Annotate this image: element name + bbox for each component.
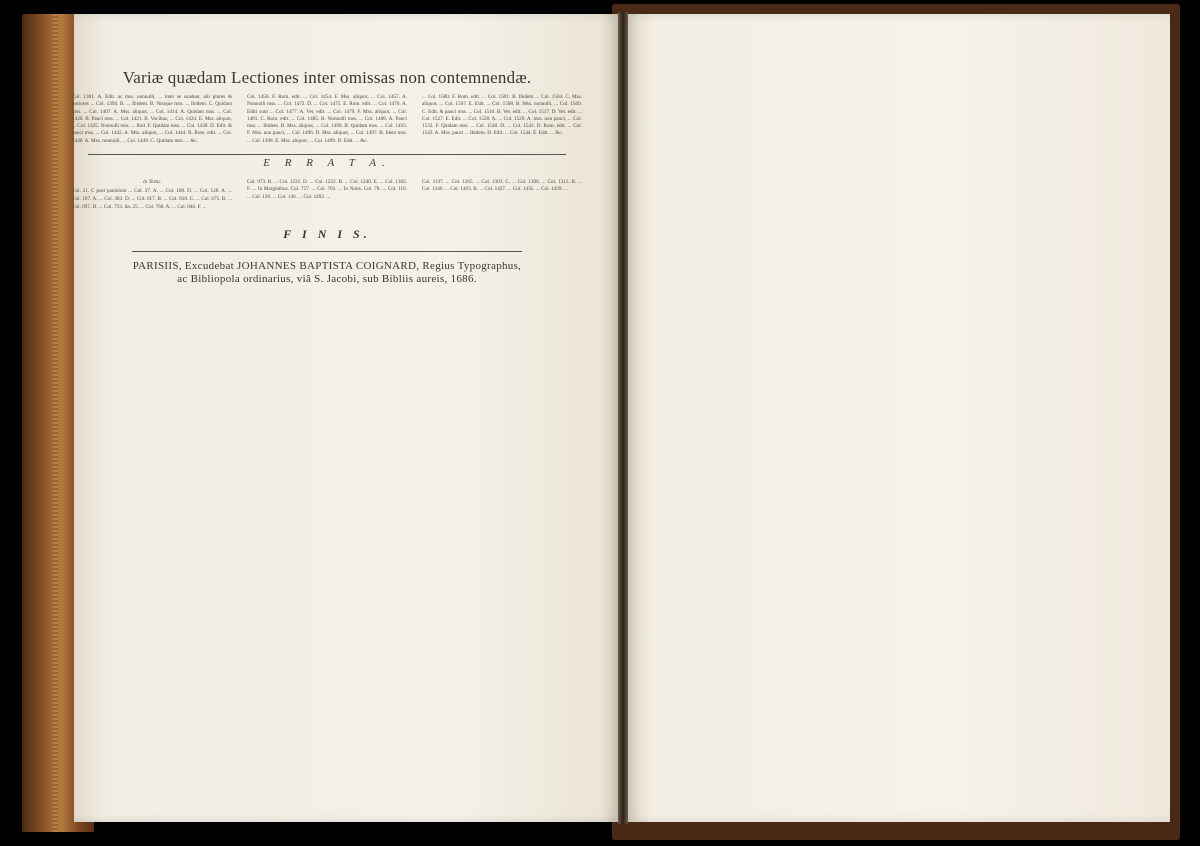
lectiones-column-1 xyxy=(72,94,232,145)
book-gutter xyxy=(618,12,628,824)
errata-column-2 xyxy=(247,179,407,211)
section-divider xyxy=(88,154,566,155)
column-text: Col. 1381. A. Edit. ac mss. nonnulli, ... inter se suadeat, alii plures & potiores ... Col. 1394. B. ... Ibidem. B. Nisique mss. ... Ibidem. C. Quidam mss. ... Col. 1407. A. Mss. aliquot, ... Col. 1414. A. Quidam mss. ... Col. 1420. B. Pauci mss. ... Col. 1421. B. Vocibus, ... Col. 1424. E. Mss. aliquot, ... Col. 1425. Nonnulli mss. ... Ibid. F. Quidam mss. ... Col. 1438. D. Edit. & pauci mss. ... Col. 1442. A. Mss. aliquot, ... Col. 1444. B. Rom. edit. ... Col. 1448. A. Mss. nonnulli, ... Col. 1449. C. Quidam mss. ... &c. xyxy=(72,94,232,144)
imprint-line-1: PARISIIS, Excudebat JOHANNES BAPTISTA COIGNARD, Regius Typographus, xyxy=(132,260,522,273)
lectiones-column-2 xyxy=(247,94,407,145)
errata-column-3 xyxy=(422,179,582,211)
right-page-blank xyxy=(624,14,1170,822)
page-title: Variæ quædam Lectiones inter omissas non contemnendæ. xyxy=(122,68,532,87)
column-text: ... Col. 1500. F. Rom. edit. ... Col. 1501. B. Ibidem ... Col. 1504. C. Mss. aliquot, ... Col. 1507. E. Edit. ... Col. 1508. B. Mss. nonnulli, ... Col. 1509. C. Edit. & pauci mss. ... Col. 1510. B. Vet. edit. ... Col. 1517. D. Vet. edit. ... Col. 1527. E. Edit. ... Col. 1528. A. ... Col. 1529. A. mss. non pauci, ... Col. 1533. F. Quidam mss. ... Col. 1540. D. ... Col. 1542. D. Rom. edit. ... Col. 1543. A. Mss. pauci ... Ibidem. D. Edit. ... Col. 1544. E. Edit. ... &c. xyxy=(422,94,582,137)
lectiones-columns xyxy=(72,94,582,145)
column-text: Col. 1137. ... Col. 1265. ... Col. 1303. C. ... Col. 1306. ... Col. 1313. B. ... Col. 1346. ... Col. 1403. B. ... Col. 1427. ... Col. 1435. ... Col. 1439. ... xyxy=(422,178,582,193)
errata-heading: E R R A T A. xyxy=(263,156,391,169)
imprint-line-2: ac Bibliopola ordinarius, viâ S. Jacobi, sub Bibliis aureis, 1686. xyxy=(177,273,477,286)
left-page-text xyxy=(72,62,582,602)
column-text: Col. 973. B. ... Col. 1231. D. ... Col. 1222. B. ... Col. 1240. E. ... Col. 1302. F. ... In Marginibus. Col. 757. ... Col. 783. ... In Notis. Col. 78. ... Col. 116. ... Col. 126. ... Col. 146. ... Col. 1492. ... xyxy=(247,178,407,200)
column-text: Col. 21. C post paululum ... Col. 37. A. ... Col. 108. D. ... Col. 128. A. ... Col. 187. A. ... Col. 383. D. ... Col. 617. B. ... Col. 618. C. ... Col. 675. B. ... Col. 697. D. ... Col. 733. lin. 25. ... Col. 768. A. ... Col. 846. F. ... xyxy=(72,188,232,210)
errata-column-1 xyxy=(72,179,232,211)
lectiones-column-3 xyxy=(422,94,582,145)
column-text: Col. 1450. F. Rom. edit. ... Col. 1454. F. Mss. aliquot, ... Col. 1457. A. Nonnulli mss. ... Col. 1472. D. ... Col. 1475. E. Rom. edit. ... Col. 1476. A. Editi cum ... Col. 1477. A. Vet. edit. ... Col. 1479. F. Mss. aliquot, ... Col. 1481. C. Rom. edit. ... Col. 1485. B. Nonnulli mss. ... Col. 1488. A. Pauci mss. ... Ibidem. B. Mss. aliquot, ... Col. 1490. B. Quidam mss. ... Col. 1493. F. Mss. non pauci, ... Col. 1496. D. Mss. aliquot, ... Col. 1497. B. Idem mss. ... Col. 1498. E. Mss. aliquot, ... Col. 1499. D. Edit. ... &c. xyxy=(247,94,407,144)
errata-columns xyxy=(72,179,582,211)
imprint-divider xyxy=(132,251,522,252)
imprint xyxy=(72,260,582,286)
errata-subtitle: In Textu. xyxy=(143,178,161,185)
finis-label: F I N I S. xyxy=(283,227,371,242)
